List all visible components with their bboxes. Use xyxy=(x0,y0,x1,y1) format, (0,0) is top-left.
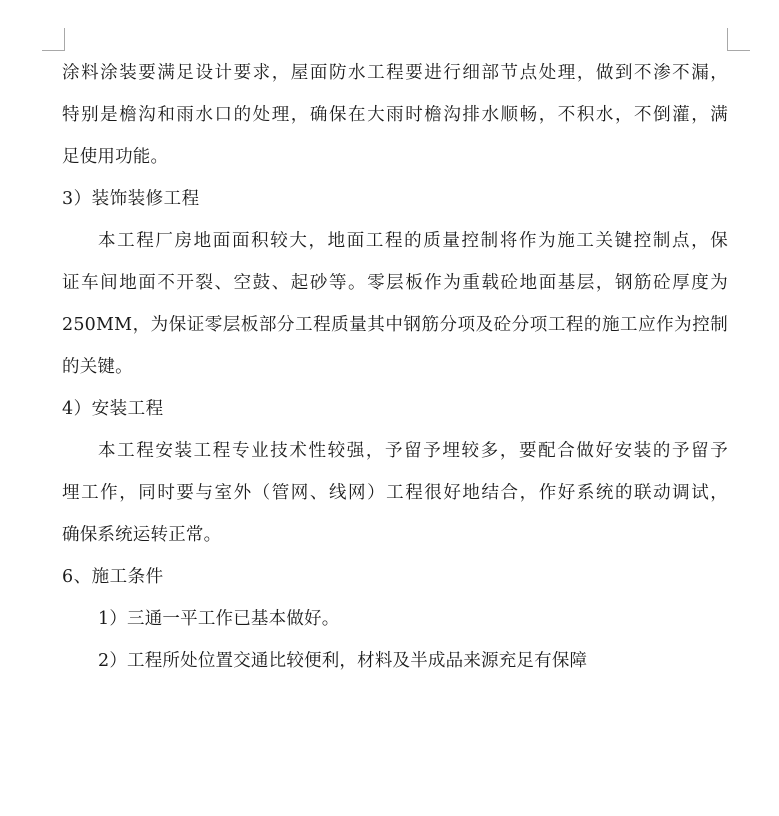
paragraph-line: 确保系统运转正常。 xyxy=(62,525,222,545)
paragraph-line: 涂料涂装要满足设计要求，屋面防水工程要进行细部节点处理，做到不渗不漏， xyxy=(62,63,728,83)
paragraph-line: 本工程厂房地面面积较大，地面工程的质量控制将作为施工关键控制点，保 xyxy=(98,231,728,251)
crop-mark-top-right xyxy=(727,28,750,51)
paragraph-line: 的关键。 xyxy=(62,357,133,377)
list-item: 1）三通一平工作已基本做好。 xyxy=(98,609,340,629)
paragraph-line: 埋工作，同时要与室外（管网、线网）工程很好地结合，作好系统的联动调试， xyxy=(62,483,728,503)
paragraph-line: 250MM，为保证零层板部分工程质量其中钢筋分项及砼分项工程的施工应作为控制 xyxy=(62,315,728,335)
paragraph-line: 特别是檐沟和雨水口的处理，确保在大雨时檐沟排水顺畅，不积水，不倒灌，满 xyxy=(62,105,728,125)
crop-mark-top-left xyxy=(42,28,65,51)
list-item: 2）工程所处位置交通比较便利，材料及半成品来源充足有保障 xyxy=(98,651,588,671)
section-heading-conditions: 6、施工条件 xyxy=(62,567,164,587)
paragraph-line: 证车间地面不开裂、空鼓、起砂等。零层板作为重载砼地面基层，钢筋砼厚度为 xyxy=(62,273,728,293)
paragraph-line: 足使用功能。 xyxy=(62,147,169,167)
section-heading-decoration: 3）装饰装修工程 xyxy=(62,189,200,209)
document-body xyxy=(62,52,728,682)
paragraph-line: 本工程安装工程专业技术性较强，予留予埋较多，要配合做好安装的予留予 xyxy=(98,441,728,461)
section-heading-installation: 4）安装工程 xyxy=(62,399,164,419)
